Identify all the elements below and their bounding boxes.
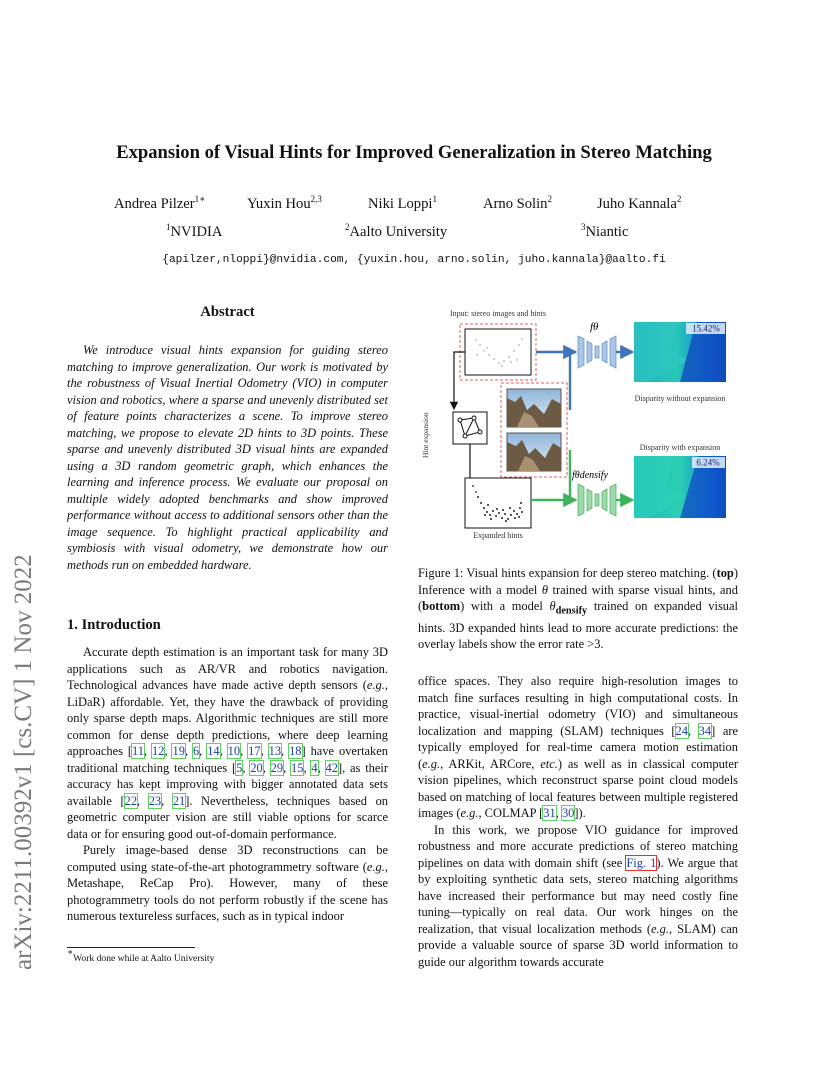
hint-expansion-box: [453, 412, 487, 444]
input-hints-image: [465, 329, 531, 375]
abstract-body: We introduce visual hints expansion for guiding stereo matching to improve generalization. Our work is motivated by the robustness of Visual Inertial Odometry (VIO) in computer vision and robotics, where a sparse and unevenly distributed set of feature points characterizes a scene. To improve stereo matching, we propose to elevate 2D hints to 3D points. These sparse and unevenly distributed 3D visual hints are expanded using a 3D random geometric graph, which enhances the learning and inference process. We evaluate our proposal on multiple widely adopted benchmarks and show improved performance without access to additional sensors other than the image sequence. To highlight practical applicability and symbiosis with visual odometry, we demonstrate how our methods run on embedded hardware.: [67, 343, 388, 572]
network-f-theta: [578, 336, 616, 368]
f-theta-label: fθ: [590, 321, 599, 333]
citation-link[interactable]: 18: [289, 744, 302, 758]
footnote-rule: [67, 947, 195, 948]
error-rate-top: 15.42%: [692, 323, 720, 334]
network-f-theta-densify: [578, 484, 616, 516]
figure-1-caption: Figure 1: Visual hints expansion for deep stereo matching. (top) Inference with a model θ trained with sparse visual hints, and (bottom) with a model $\theta_{densify}$ trained on expanded visual hints. 3D expanded hints lead to more accurate predictions: the overlay labels show the error rate >3.: [418, 566, 738, 652]
citation-link[interactable]: 30: [561, 806, 575, 820]
disparity-without-label: Disparity without expansion: [634, 394, 726, 403]
author-kannala: Juho Kannala$^2$: [597, 194, 682, 212]
citation-link[interactable]: 21: [172, 793, 186, 808]
author-loppi: Niki Loppi$^1$: [368, 194, 437, 212]
citation-link[interactable]: 17: [248, 744, 261, 758]
abstract-heading: Abstract: [200, 304, 255, 320]
affiliation-niantic: $^3$Niantic: [581, 222, 629, 240]
citation-link[interactable]: 6: [192, 744, 200, 758]
disparity-with-label: Disparity with expansion: [639, 443, 721, 452]
citation-link[interactable]: 13: [268, 744, 282, 758]
author-hou: Yuxin Hou$^{2,3}$: [247, 194, 322, 212]
f-theta-densify-label: fθdensify: [572, 470, 609, 481]
intro-body: Accurate depth estimation is an important task for many 3D applications such as AR/VR and robotics navigation. Technological advances have made active depth sensors (e.g., LiDaR) affordable. Yet, they have the drawback of providing only sparse depth maps. Algorithmic techniques are still more common for dense depth predictions, where deep learning approaches [11, 12, 19, 6, 14, 10, 17, 13, 18] have overtaken traditional matching techniques [5, 20, 29, 15, 4, 42], as their accuracy has kept improving with bigger annotated data sets available [22, 23, 21]. Nevertheless, techniques based on geometric computer vision are still viable options for scarce data or for ensuring good out-of-domain performance. Purely image-based dense 3D reconstructions can be computed using state-of-the-art photogrammetry software (e.g., Metashape, ReCap Pro). However, many of these photogrammetry tools do not perform robustly if the scene has numerous textureless surfaces, such as in typical indoor: [67, 645, 389, 923]
citation-link[interactable]: 11: [132, 744, 144, 758]
stereo-image-right: [507, 433, 561, 471]
citation-link[interactable]: 31: [543, 806, 556, 820]
citation-link[interactable]: 22: [124, 793, 138, 808]
citation-link[interactable]: 14: [207, 744, 220, 758]
figure-link[interactable]: Fig. 1: [626, 855, 657, 870]
paper-title: Expansion of Visual Hints for Improved Generalization in Stereo Matching: [116, 142, 712, 163]
citation-link[interactable]: 4: [311, 760, 318, 775]
error-rate-bottom: 6.24%: [696, 457, 720, 468]
citation-link[interactable]: 5: [236, 760, 243, 775]
citation-link[interactable]: 10: [227, 744, 241, 758]
affiliation-aalto: $^2$Aalto University: [345, 222, 448, 240]
citation-link[interactable]: 23: [148, 793, 162, 808]
right-column-body: office spaces. They also require high-resolution images to match fine surfaces resulting in high computational costs. In practice, visual-inertial odometry (VIO) and simultaneous localization and mapping (SLAM) techniques [24, 34] are typically employed for real-time camera motion estimation (e.g., ARKit, ARCore, etc.) as well as in classical computer vision pipelines, which reconstruct sparse point cloud models based on matching of local features between multiple registered images (e.g., COLMAP [31, 30]). In this work, we propose VIO guidance for improved robustness and more accurate predictions of stereo matching pipelines on data with domain shift (see Fig. 1). We argue that by exploiting synthetic data sets, stereo matching algorithms have increased their performance but may need costly fine tuning—typically on real data. Our work hinges on the realization, that visual localization methods (e.g., SLAM) can provide a valuable source of sparse 3D world information to guide our algorithm towards accurate: [418, 674, 739, 969]
section-heading-introduction: 1. Introduction: [67, 617, 161, 633]
author-solin: Arno Solin$^2$: [483, 194, 552, 212]
citation-link[interactable]: 12: [152, 744, 165, 758]
figure-input-label: Input: stereo images and hints: [450, 309, 546, 318]
author-emails: {apilzer,nloppi}@nvidia.com, {yuxin.hou, arno.solin, juho.kannala}@aalto.fi: [162, 254, 666, 266]
affiliation-nvidia: $^1$NVIDIA: [166, 222, 223, 240]
citation-link[interactable]: 19: [172, 744, 185, 758]
citation-link[interactable]: 15: [291, 760, 304, 775]
citation-link[interactable]: 34: [698, 723, 712, 738]
citation-link[interactable]: 42: [325, 760, 338, 775]
citation-link[interactable]: 29: [270, 760, 284, 775]
hint-expansion-label: Hint expansion: [421, 412, 430, 458]
stereo-image-left: [507, 389, 561, 427]
expanded-hints-label: Expanded hints: [473, 531, 523, 540]
citation-link[interactable]: 24: [675, 723, 688, 738]
figure-1: [418, 300, 740, 550]
citation-link[interactable]: 20: [250, 760, 263, 775]
arxiv-stamp: arXiv:2211.00392v1 [cs.CV] 1 Nov 2022: [10, 554, 37, 970]
footnote: ∗Work done while at Aalto University: [67, 947, 215, 964]
author-pilzer: Andrea Pilzer$^{1∗}$: [114, 194, 206, 212]
